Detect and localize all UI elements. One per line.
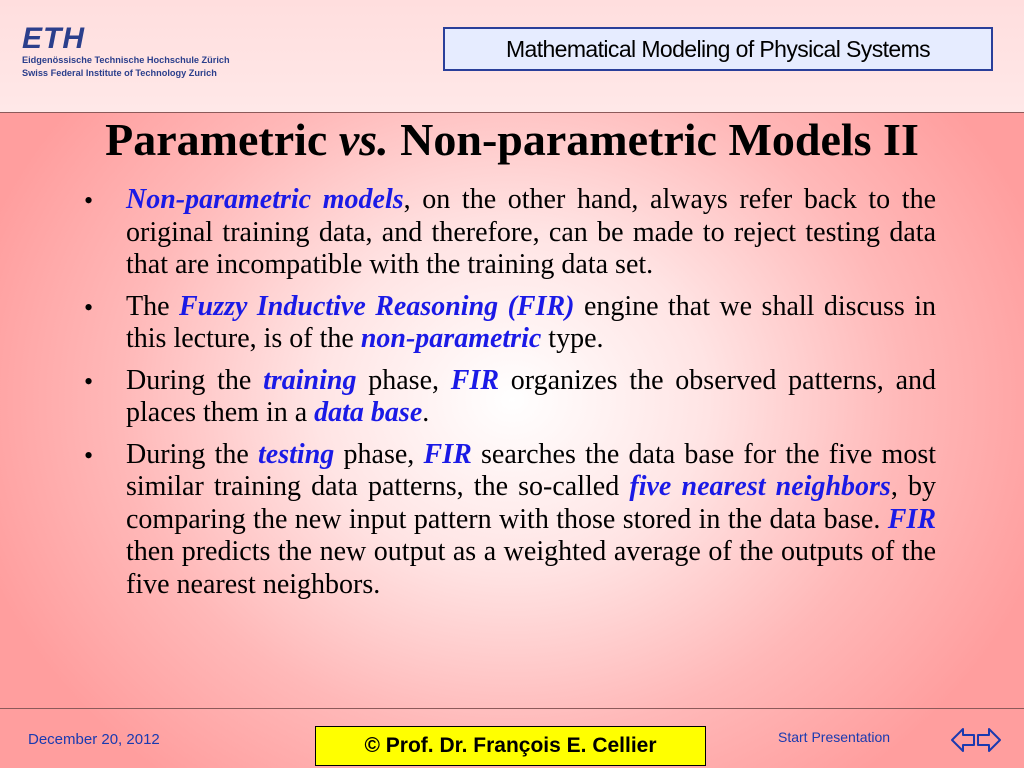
navigation-arrows [950,725,1002,755]
text-run: type. [541,323,604,354]
text-run: phase, [334,438,424,470]
text-run: . [422,397,430,428]
eth-logo [22,24,272,80]
slide-title [0,115,1024,165]
author-box [315,726,706,766]
header-divider [0,112,1024,113]
logo-mark: ETH [22,22,85,55]
text-run: , on the other hand, always refer back to the original training data, and therefore, can be made to reject testing data that are incompatible with the training data set. [126,184,936,280]
bullet-item [84,184,936,282]
logo-line-german: Eidgenössische Technische Hochschule Zürich [22,55,230,65]
course-title: Mathematical Modeling of Physical Systems [505,35,931,62]
text-run: then predicts the new output as a weighted average of the outputs of the five nearest neighbors. [126,536,936,600]
logo-line-english: Swiss Federal Institute of Technology Zurich [22,68,217,78]
text-run: , by comparing the new input pattern with those stored in the data base. [126,471,936,535]
bullet-text [126,291,936,356]
bullet-dot: • [84,186,94,215]
bullet-item [84,291,936,356]
nav-arrows-graphic [950,725,1002,755]
bullet-list [84,184,936,610]
text-run: searches the data base for the five most similar training data patterns, the so-called [126,438,936,502]
course-title-box [443,27,993,71]
bullet-text [126,365,936,430]
bullet-dot: • [84,440,94,470]
footer-divider [0,708,1024,709]
author-credit: © Prof. Dr. François E. Cellier [364,734,657,757]
text-run: engine that we shall discuss in this lecture, is of the [126,290,937,354]
start-presentation-link[interactable]: Start Presentation [778,729,891,745]
bullet-dot: • [84,292,94,322]
highlight-term: Fuzzy Inductive Reasoning (FIR) [178,290,575,322]
bullet-text [126,184,936,282]
text-run: During the [126,438,259,470]
highlight-term: FIR [423,438,472,470]
bullet-text [126,439,936,602]
text-run: The [126,290,179,322]
highlight-term: non-parametric [360,323,542,354]
text-run: During the [126,364,264,396]
bullet-item [84,439,936,602]
left-arrow-outline-icon[interactable] [952,729,974,751]
title-vs: vs. [338,114,389,165]
highlight-term: testing [258,438,335,470]
title-part2: Non-parametric Models II [400,114,919,165]
footer-date: December 20, 2012 [28,731,160,748]
right-arrow-outline-icon[interactable] [978,729,1000,751]
title-part1: Parametric [105,114,328,165]
text-run: phase, [356,364,451,396]
highlight-term: training [263,364,357,396]
text-run: organizes the observed patterns, and places them in a [126,364,936,428]
highlight-term: Non-parametric models [126,184,404,215]
bullet-dot: • [84,366,94,396]
highlight-term: five nearest neighbors [629,471,891,502]
highlight-term: FIR [887,503,936,535]
highlight-term: data base [314,397,423,428]
highlight-term: FIR [450,364,500,396]
bullet-item [84,365,936,430]
